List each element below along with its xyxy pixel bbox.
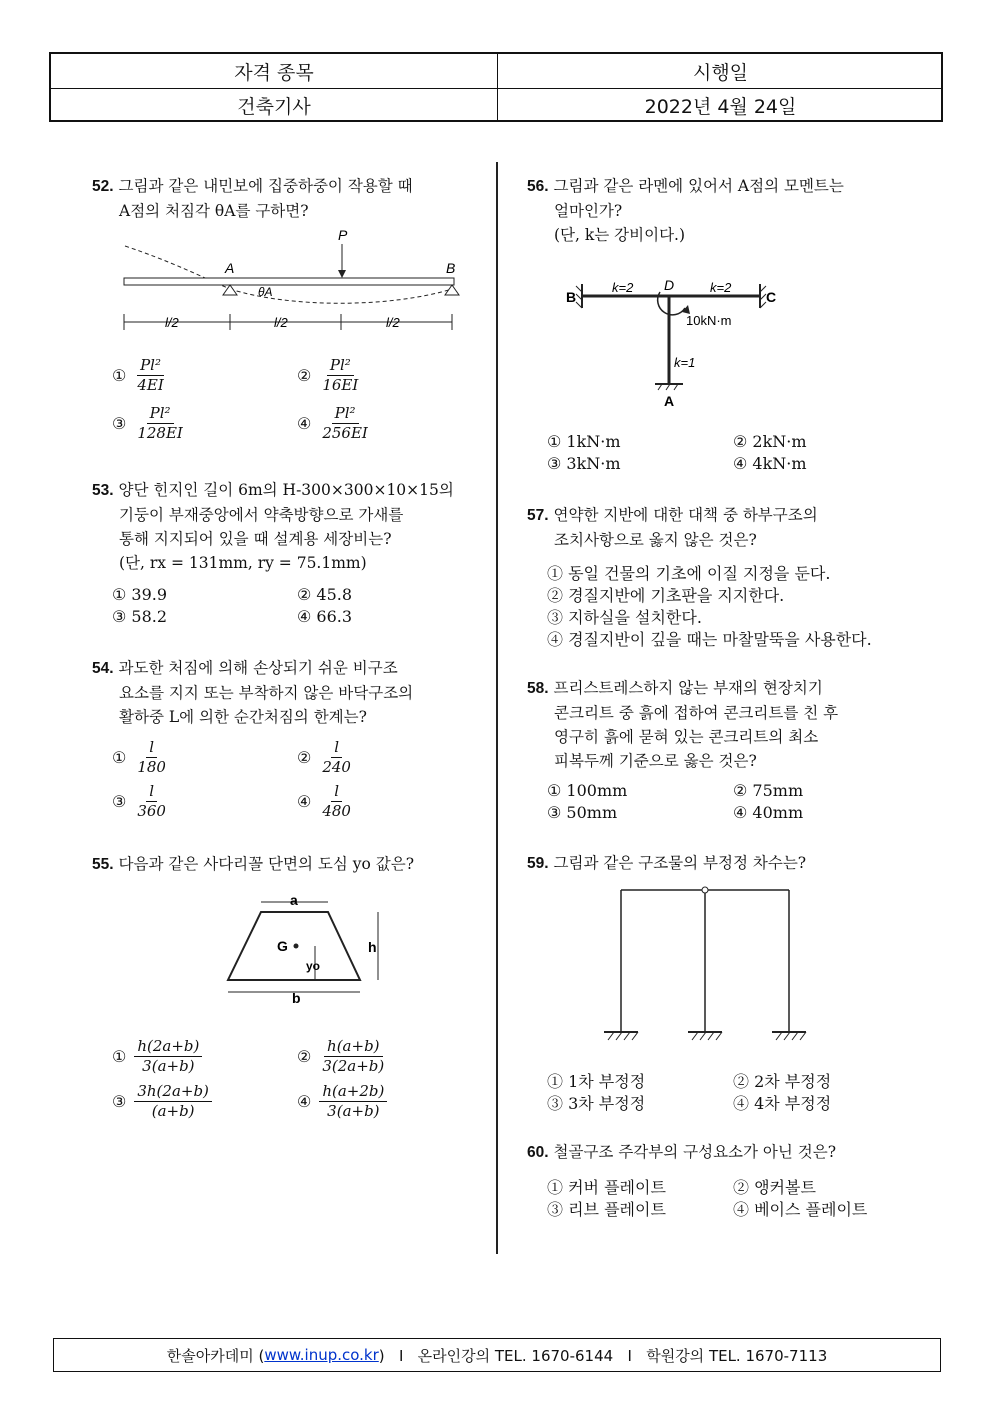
question-text-line: 다음과 같은 사다리꼴 단면의 도심 yo 값은? — [118, 855, 415, 873]
fraction-numerator: l — [331, 738, 342, 758]
trapezoid-section-figure — [220, 890, 390, 1010]
option-4[interactable]: ④ 베이스 플레이트 — [733, 1200, 868, 1219]
dimension-label: l/2 — [386, 315, 400, 330]
question-text-line: 철골구조 주각부의 구성요소가 아닌 것은? — [553, 1143, 837, 1161]
option-marker: ③ — [112, 414, 127, 433]
question-59 — [527, 851, 927, 876]
moment-label: 10kN·m — [686, 313, 732, 328]
beam — [124, 278, 454, 285]
point-d-label: D — [664, 277, 675, 293]
exam-header-table — [49, 52, 943, 122]
option-1[interactable]: ① 커버 플레이트 — [547, 1178, 666, 1197]
ground-hatching — [608, 1032, 806, 1040]
question-number: 60. — [527, 1144, 549, 1161]
question-condition: (단, rx = 131mm, ry = 75.1mm) — [119, 554, 367, 572]
option-4[interactable] — [297, 782, 354, 821]
option-2[interactable]: ② 앵커볼트 — [733, 1178, 816, 1197]
question-55 — [92, 852, 492, 877]
option-1[interactable] — [112, 738, 169, 777]
point-a-label: A — [225, 260, 235, 276]
question-text-line: A점의 처짐각 θA를 구하면? — [119, 202, 309, 220]
header-row-values — [51, 88, 941, 122]
option-3[interactable]: ③ 50mm — [547, 803, 618, 822]
option-1[interactable]: ① 동일 건물의 기초에 이질 지정을 둔다. — [547, 564, 831, 583]
option-4[interactable]: ④ 경질지반이 깊을 때는 마찰말뚝을 사용한다. — [547, 630, 872, 649]
fraction-numerator: h(2a+b) — [134, 1037, 202, 1057]
point-a-label: A — [664, 393, 675, 409]
label-b: b — [292, 990, 301, 1006]
label-g: G — [277, 938, 288, 954]
option-marker: ② — [297, 366, 312, 385]
question-condition: (단, k는 강비이다.) — [554, 226, 686, 244]
question-58 — [527, 676, 927, 773]
fraction-denominator: 180 — [137, 758, 166, 776]
option-3[interactable]: ③ 3차 부정정 — [547, 1094, 646, 1113]
point-c-label: C — [766, 289, 777, 305]
label-a: a — [290, 892, 298, 908]
header-cell-date-title: 시행일 — [692, 61, 749, 84]
option-1[interactable]: ① 1kN·m — [547, 432, 621, 451]
option-1[interactable] — [112, 1037, 202, 1076]
point-b-label: B — [446, 260, 456, 276]
fraction-denominator: 3(a+b) — [142, 1057, 195, 1075]
option-marker: ③ — [112, 1092, 127, 1111]
question-text-line: 기둥이 부재중앙에서 약축방향으로 가새를 — [119, 506, 404, 524]
load-label-p: P — [338, 227, 348, 243]
question-number: 53. — [92, 482, 114, 499]
question-text-line: 연약한 지반에 대한 대책 중 하부구조의 — [553, 506, 818, 524]
option-marker: ① — [112, 366, 127, 385]
question-57 — [527, 503, 927, 552]
fraction-denominator: 3(2a+b) — [322, 1057, 385, 1075]
question-54 — [92, 656, 482, 729]
fraction-denominator: 16EI — [322, 376, 359, 394]
question-60 — [527, 1140, 927, 1165]
load-arrowhead — [338, 270, 346, 278]
fraction-numerator: 3h(2a+b) — [134, 1082, 212, 1102]
fraction-denominator: 4EI — [137, 376, 164, 394]
option-4[interactable]: ④ 66.3 — [297, 607, 353, 626]
option-1[interactable]: ① 100mm — [547, 781, 628, 800]
fraction-numerator: l — [331, 782, 342, 802]
option-2[interactable]: ② 2차 부정정 — [733, 1072, 832, 1091]
option-1[interactable]: ① 39.9 — [112, 585, 168, 604]
question-number: 57. — [527, 507, 549, 524]
question-text-line: 그림과 같은 구조물의 부정정 차수는? — [553, 854, 807, 872]
label-yo: yo — [306, 959, 321, 973]
option-2[interactable]: ② 75mm — [733, 781, 804, 800]
header-cell-subject: 건축기사 — [51, 88, 498, 122]
question-text-line: 양단 힌지인 길이 6m의 H-300×300×10×15의 — [118, 481, 454, 499]
stiffness-label: k=2 — [710, 280, 732, 295]
option-3[interactable]: ③ 58.2 — [112, 607, 168, 626]
theta-label: θA — [258, 285, 273, 299]
question-number: 54. — [92, 660, 114, 677]
question-number: 59. — [527, 855, 549, 872]
option-2[interactable] — [297, 1037, 387, 1076]
option-2[interactable]: ② 경질지반에 기초판을 지지한다. — [547, 586, 785, 605]
option-marker: ① — [112, 1047, 127, 1066]
option-3[interactable] — [112, 1082, 212, 1121]
stiffness-label: k=1 — [674, 355, 696, 370]
footer-phone-info: ) I 온라인강의 TEL. 1670-6144 I 학원강의 TEL. 1670-7113 — [378, 1346, 828, 1365]
option-3[interactable]: ③ 3kN·m — [547, 454, 621, 473]
option-3[interactable]: ③ 지하실을 설치한다. — [547, 608, 702, 627]
question-text-line: 피복두께 기준으로 옳은 것은? — [554, 752, 757, 770]
option-1[interactable]: ① 1차 부정정 — [547, 1072, 646, 1091]
header-cell-date: 2022년 4월 24일 — [644, 95, 797, 118]
fraction-denominator: 480 — [322, 802, 351, 820]
question-text-line: 통해 지지되어 있을 때 설계용 세장비는? — [119, 530, 392, 548]
fraction-numerator: Pl² — [137, 356, 164, 376]
fraction-denominator: (a+b) — [151, 1102, 195, 1120]
question-number: 58. — [527, 680, 549, 697]
option-3[interactable] — [112, 404, 186, 443]
question-text-line: 그림과 같은 라멘에 있어서 A점의 모멘트는 — [553, 177, 844, 195]
option-4[interactable] — [297, 404, 371, 443]
question-text-line: 프리스트레스하지 않는 부재의 현장치기 — [553, 679, 823, 697]
fraction-numerator: h(a+2b) — [319, 1082, 387, 1102]
fraction-numerator: Pl² — [332, 404, 359, 424]
option-4[interactable]: ④ 4차 부정정 — [733, 1094, 832, 1113]
label-h: h — [368, 939, 377, 955]
fraction-denominator: 3(a+b) — [327, 1102, 380, 1120]
option-marker: ② — [297, 1047, 312, 1066]
option-2[interactable]: ② 45.8 — [297, 585, 353, 604]
hinge — [702, 887, 708, 893]
option-4[interactable] — [297, 1082, 387, 1121]
option-marker: ③ — [112, 792, 127, 811]
option-marker: ④ — [297, 1092, 312, 1111]
option-3[interactable] — [112, 782, 169, 821]
dimension-label: l/2 — [274, 315, 288, 330]
option-2[interactable] — [297, 738, 354, 777]
footer-website-link[interactable]: www.inup.co.kr — [264, 1346, 379, 1364]
question-text-line: 얼마인가? — [554, 202, 623, 220]
fraction-denominator: 360 — [137, 802, 166, 820]
option-2[interactable] — [297, 356, 361, 395]
fraction-numerator: Pl² — [147, 404, 174, 424]
question-text-line: 요소를 지지 또는 부착하지 않은 바닥구조의 — [119, 684, 414, 702]
question-56 — [527, 174, 927, 247]
question-text-line: 콘크리트 중 흙에 접하여 콘크리트를 친 후 — [554, 704, 839, 722]
question-53 — [92, 478, 482, 575]
frame-structure-figure — [596, 882, 816, 1052]
option-2[interactable]: ② 2kN·m — [733, 432, 807, 451]
header-row-titles — [51, 54, 941, 89]
question-text-line: 조치사항으로 옳지 않은 것은? — [554, 531, 757, 549]
column-divider — [496, 162, 498, 1254]
question-text-line: 그림과 같은 내민보에 집중하중이 작용할 때 — [118, 177, 413, 195]
footer-academy: 한솔아카데미 ( — [166, 1346, 265, 1365]
fraction-numerator: h(a+b) — [324, 1037, 382, 1057]
question-52 — [92, 174, 482, 223]
fraction-numerator: l — [146, 738, 157, 758]
fraction-denominator: 256EI — [322, 424, 368, 442]
option-3[interactable]: ③ 리브 플레이트 — [547, 1200, 666, 1219]
option-4[interactable]: ④ 40mm — [733, 803, 804, 822]
option-marker: ④ — [297, 792, 312, 811]
option-marker: ④ — [297, 414, 312, 433]
overhang-beam-figure — [110, 226, 470, 341]
centroid-point — [294, 944, 299, 949]
fraction-numerator: l — [146, 782, 157, 802]
option-marker: ① — [112, 748, 127, 767]
fraction-numerator: Pl² — [327, 356, 354, 376]
question-text-line: 과도한 처짐에 의해 손상되기 쉬운 비구조 — [118, 659, 398, 677]
dimension-label: l/2 — [165, 315, 179, 330]
question-text-line: 영구히 흙에 묻혀 있는 콘크리트의 최소 — [554, 728, 819, 746]
fraction-denominator: 240 — [322, 758, 351, 776]
header-cell-subject-title: 자격 종목 — [51, 54, 498, 88]
stiffness-label: k=2 — [612, 280, 634, 295]
option-marker: ② — [297, 748, 312, 767]
option-1[interactable] — [112, 356, 167, 395]
rigid-frame-figure — [560, 272, 790, 412]
option-4[interactable]: ④ 4kN·m — [733, 454, 807, 473]
question-number: 55. — [92, 856, 114, 873]
point-b-label: B — [566, 289, 577, 305]
question-number: 56. — [527, 178, 549, 195]
question-text-line: 활하중 L에 의한 순간처짐의 한계는? — [119, 708, 367, 726]
fraction-denominator: 128EI — [137, 424, 183, 442]
footer-contact-bar — [53, 1338, 941, 1372]
question-number: 52. — [92, 178, 114, 195]
